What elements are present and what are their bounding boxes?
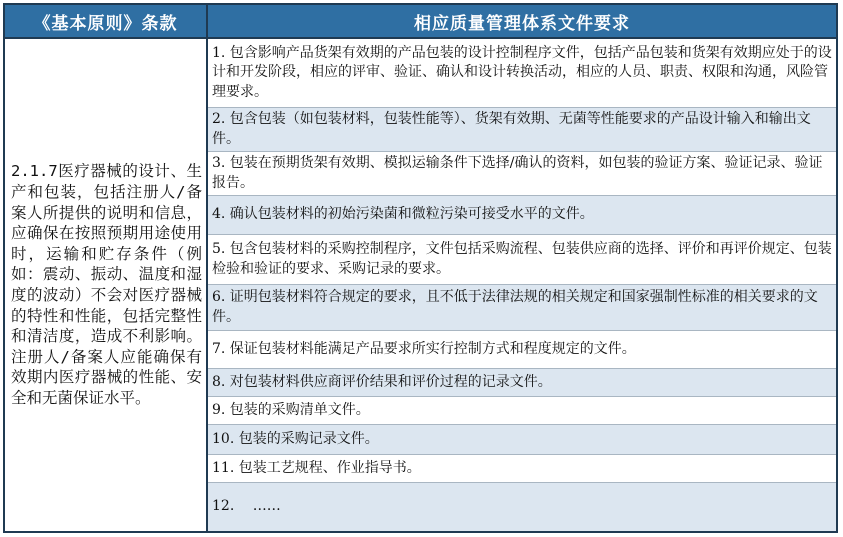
requirement-row-1: 1. 包含影响产品货架有效期的产品包装的设计控制程序文件，包括产品包装和货架有效期应处于的设计和开发阶段，相应的评审、验证、确认和设计转换活动，相应的人员、职责、权限和沟通，风险管理要求。	[208, 39, 836, 108]
requirement-row-2: 2. 包含包装（如包装材料，包装性能等）、货架有效期、无菌等性能要求的产品设计输入和输出文件。	[208, 108, 836, 152]
requirements-list	[208, 39, 836, 531]
requirement-row-5: 5. 包含包装材料的采购控制程序，文件包括采购流程、包装供应商的选择、评价和再评价规定、包装检验和验证的要求、采购记录的要求。	[208, 235, 836, 285]
requirement-row-12: 12. ……	[208, 483, 836, 531]
requirement-row-4: 4. 确认包装材料的初始污染菌和微粒污染可接受水平的文件。	[208, 196, 836, 235]
requirement-row-6: 6. 证明包装材料符合规定的要求，且不低于法律法规的相关规定和国家强制性标准的相关要求的文件。	[208, 285, 836, 331]
requirement-row-8: 8. 对包装材料供应商评价结果和评价过程的记录文件。	[208, 369, 836, 397]
header-requirements: 相应质量管理体系文件要求	[208, 5, 836, 39]
header-clause: 《基本原则》条款	[5, 5, 208, 39]
clause-text: 2.1.7医疗器械的设计、生产和包装，包括注册人/备案人所提供的说明和信息，应确保在按照预期用途使用时，运输和贮存条件（例如：震动、振动、温度和湿度的波动）不会对医疗器械的特性和性能，包括完整性和清洁度，造成不利影响。注册人/备案人应能确保有效期内医疗器械的性能、安全和无菌保证水平。	[11, 162, 202, 407]
requirement-row-10: 10. 包装的采购记录文件。	[208, 425, 836, 455]
requirements-table	[3, 3, 838, 533]
requirement-row-9: 9. 包装的采购清单文件。	[208, 397, 836, 425]
requirement-row-7: 7. 保证包装材料能满足产品要求所实行控制方式和程度规定的文件。	[208, 331, 836, 369]
clause-cell	[5, 39, 208, 531]
requirement-row-11: 11. 包装工艺规程、作业指导书。	[208, 455, 836, 483]
requirement-row-3: 3. 包装在预期货架有效期、模拟运输条件下选择/确认的资料，如包装的验证方案、验证记录、验证报告。	[208, 152, 836, 196]
